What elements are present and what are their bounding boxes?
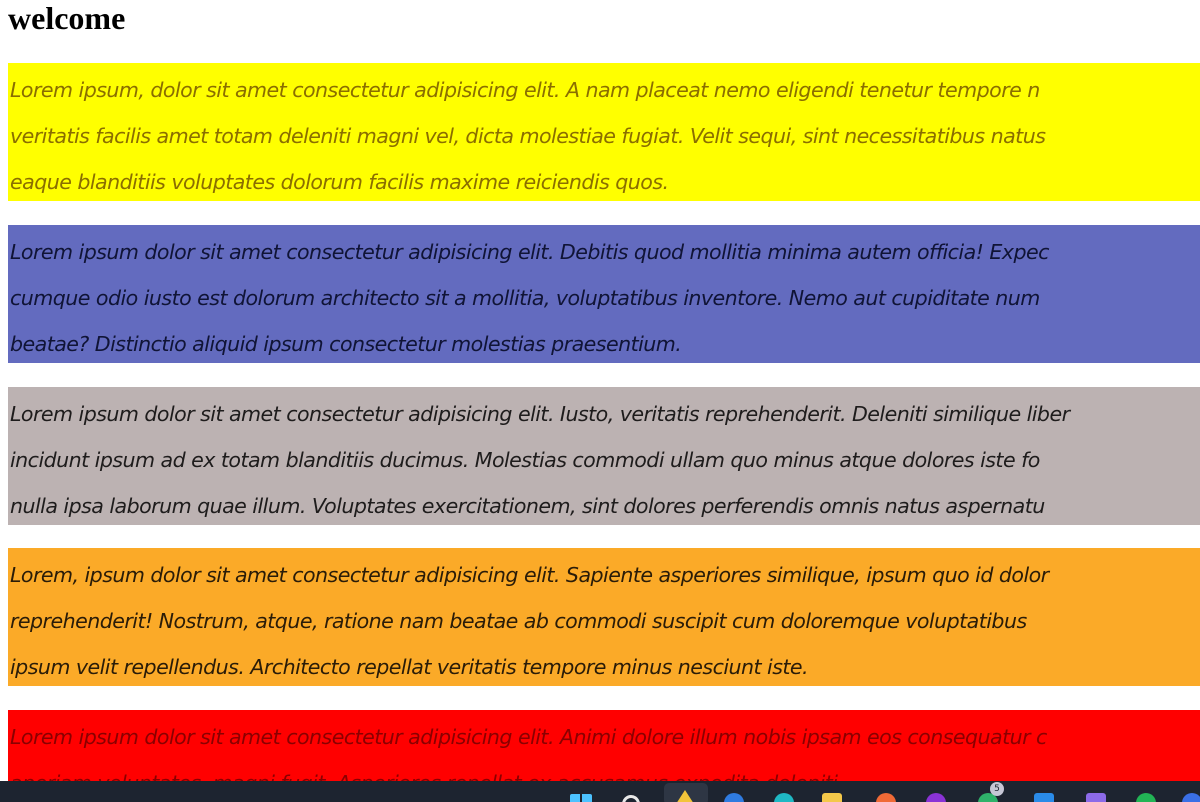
folder-icon[interactable] [822, 793, 842, 802]
paragraph-line: beatae? Distinctio aliquid ipsum consectetur molestias praesentium. [10, 332, 682, 356]
edge-browser-icon[interactable] [724, 793, 744, 802]
file-explorer-star-icon[interactable] [676, 790, 694, 802]
search-icon[interactable] [622, 795, 640, 802]
visual-studio-icon[interactable] [1086, 793, 1106, 802]
windows-taskbar [0, 781, 1200, 802]
paragraph-yellow [8, 63, 1200, 201]
orange-app-icon[interactable] [876, 793, 896, 802]
paragraph-line: cumque odio iusto est dolorum architecto sit a mollitia, voluptatibus inventore. Nemo aut cupiditate num [10, 286, 1040, 310]
teal-app-icon[interactable] [774, 793, 794, 802]
paragraph-line: incidunt ipsum ad ex totam blanditiis ducimus. Molestias commodi ullam quo minus atque dolores iste fo [10, 448, 1040, 472]
page-heading: welcome [8, 0, 126, 36]
paragraph-line: reprehenderit! Nostrum, atque, ratione nam beatae ab commodi suscipit cum doloremque voluptatibus [10, 609, 1027, 633]
paragraph-line: Lorem ipsum dolor sit amet consectetur adipisicing elit. Animi dolore illum nobis ipsam eos consequatur c [10, 725, 1047, 749]
paragraph-gray [8, 387, 1200, 525]
paragraph-line: Lorem, ipsum dolor sit amet consectetur adipisicing elit. Sapiente asperiores similique, ipsum quo id dolor [10, 563, 1049, 587]
paragraph-blue [8, 225, 1200, 363]
paragraph-line: Lorem ipsum dolor sit amet consectetur adipisicing elit. Iusto, veritatis reprehenderit. Deleniti similique liber [10, 402, 1070, 426]
notification-badge: 5 [990, 782, 1004, 796]
vscode-icon[interactable] [1034, 793, 1054, 802]
windows-start-icon[interactable] [570, 794, 592, 802]
paragraph-line: nulla ipsa laborum quae illum. Voluptates exercitationem, sint dolores perferendis omnis natus aspernatu [10, 494, 1045, 518]
paragraph-orange [8, 548, 1200, 686]
paragraph-line: ipsum velit repellendus. Architecto repellat veritatis tempore minus nesciunt iste. [10, 655, 809, 679]
purple-app-icon[interactable] [926, 793, 946, 802]
paragraph-line: Lorem ipsum dolor sit amet consectetur adipisicing elit. Debitis quod mollitia minima autem officia! Expec [10, 240, 1049, 264]
blue-app-icon[interactable] [1182, 793, 1200, 802]
paragraph-line: Lorem ipsum, dolor sit amet consectetur adipisicing elit. A nam placeat nemo eligendi tenetur tempore n [10, 78, 1040, 102]
green-chat-icon[interactable] [1136, 793, 1156, 802]
paragraph-line: veritatis facilis amet totam deleniti magni vel, dicta molestiae fugiat. Velit sequi, sint necessitatibus natus [10, 124, 1046, 148]
paragraph-line: eaque blanditiis voluptates dolorum facilis maxime reiciendis quos. [10, 170, 669, 194]
